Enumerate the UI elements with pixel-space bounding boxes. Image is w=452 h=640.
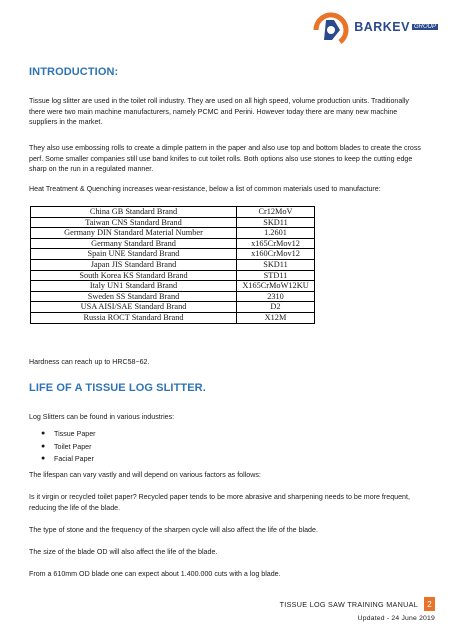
logo-group: GROUP xyxy=(413,23,436,30)
table-cell: Italy UN1 Standard Brand xyxy=(31,281,237,292)
table-cell: Japan JIS Standard Brand xyxy=(31,259,237,270)
bullet-icon: ● xyxy=(41,455,46,463)
table-row xyxy=(31,281,315,292)
table-cell: X165CrMoW12KU xyxy=(237,281,315,292)
table-row xyxy=(31,291,315,302)
table-row xyxy=(31,207,315,218)
list-item-label: Facial Paper xyxy=(54,455,94,464)
logo-wordmark xyxy=(354,19,438,35)
industries-list xyxy=(29,428,96,466)
table-cell: China GB Standard Brand xyxy=(31,207,237,218)
page-footer xyxy=(280,597,435,622)
logo-name: BARKEV xyxy=(354,20,410,34)
table-cell: Sweden SS Standard Brand xyxy=(31,291,237,302)
life-paragraph-1: The lifespan can vary vastly and will depend on various factors as follows: xyxy=(29,471,261,479)
table-cell: South Korea KS Standard Brand xyxy=(31,270,237,281)
table-cell: Taiwan CNS Standard Brand xyxy=(31,217,237,228)
footer-date: Updated - 24 June 2019 xyxy=(357,615,435,622)
table-cell: x165CrMov12 xyxy=(237,238,315,249)
company-logo xyxy=(310,6,438,48)
table-row xyxy=(31,228,315,239)
table-row xyxy=(31,259,315,270)
life-heading: LIFE OF A TISSUE LOG SLITTER. xyxy=(29,382,206,394)
table-row xyxy=(31,249,315,260)
list-item xyxy=(29,441,96,454)
list-item-label: Toilet Paper xyxy=(54,442,92,451)
table-row xyxy=(31,302,315,313)
table-cell: SKD11 xyxy=(237,217,315,228)
footer-title: TISSUE LOG SAW TRAINING MANUAL xyxy=(279,599,418,609)
life-paragraph-5: From a 610mm OD blade one can expect about 1.400.000 cuts with a log blade. xyxy=(29,570,281,578)
logo-mark-icon xyxy=(310,6,352,48)
table-cell: Cr12MoV xyxy=(237,207,315,218)
table-cell: D2 xyxy=(237,302,315,313)
intro-paragraph-1: Tissue log slitter are used in the toilet roll industry. They are used on all high speed, volume production units. Traditionally there were two main machine manufacturers, namely PCMC and Perini. However today there are many new machine suppliers in the market. xyxy=(29,97,409,127)
table-cell: Spain UNE Standard Brand xyxy=(31,249,237,260)
intro-paragraph-3: Heat Treatment & Quenching increases wear-resistance, below a list of common materials used to manufacture: xyxy=(29,185,381,193)
table-cell: SKD11 xyxy=(237,259,315,270)
table-cell: 2310 xyxy=(237,291,315,302)
table-cell: Germany DIN Standard Material Number xyxy=(31,228,237,239)
table-row xyxy=(31,270,315,281)
list-item xyxy=(29,428,96,441)
table-cell: Russia ROCT Standard Brand xyxy=(31,312,237,323)
list-item xyxy=(29,453,96,466)
table-cell: STD11 xyxy=(237,270,315,281)
life-paragraph-2: Is it virgin or recycled toilet paper? Recycled paper tends to be more abrasive and sharpening needs to be more frequent, reducing the life of the blade. xyxy=(29,493,410,512)
introduction-heading: INTRODUCTION: xyxy=(29,66,119,78)
table-cell: x160CrMov12 xyxy=(237,249,315,260)
hardness-note: Hardness can reach up to HRC58~62. xyxy=(29,358,150,366)
table-cell: X12M xyxy=(237,312,315,323)
bullet-icon: ● xyxy=(41,430,46,437)
life-paragraph-3: The type of stone and the frequency of the sharpen cycle will also affect the life of the blade. xyxy=(29,526,318,534)
list-item-label: Tissue Paper xyxy=(54,430,96,438)
materials-table xyxy=(30,206,315,324)
intro-paragraph-2: They also use embossing rolls to create a dimple pattern in the paper and also use top and bottom blades to create the cross perf. Some smaller companies still use band knifes to cut toilet rolls. Both options also use stones to keep the cutting edge sharp on the run in a regulated manner. xyxy=(29,144,421,174)
industries-intro: Log Slitters can be found in various industries: xyxy=(29,413,175,421)
table-row xyxy=(31,312,315,323)
bullet-icon: ● xyxy=(41,442,46,450)
life-paragraph-4: The size of the blade OD will also affect the life of the blade. xyxy=(29,548,218,556)
table-cell: 1.2601 xyxy=(237,228,315,239)
table-row xyxy=(31,238,315,249)
table-row xyxy=(31,217,315,228)
table-cell: USA AISI/SAE Standard Brand xyxy=(31,302,237,313)
page-number: 2 xyxy=(424,597,435,611)
table-cell: Germany Standard Brand xyxy=(31,238,237,249)
